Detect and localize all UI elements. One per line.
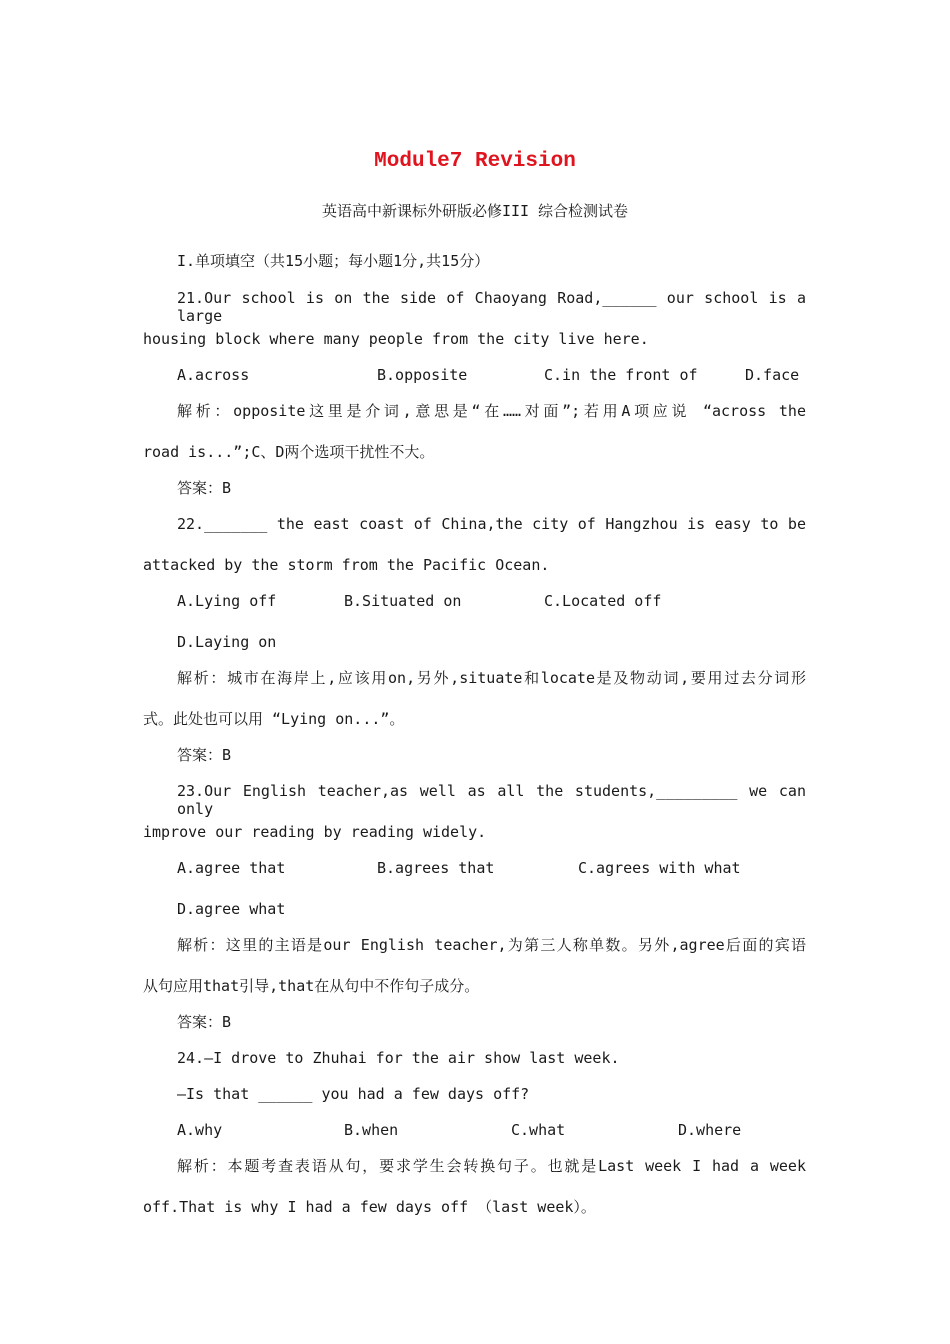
q21-stem-line1: 21.Our school is on the side of Chaoyang Road,______ our school is a large xyxy=(177,289,806,325)
q23-option-d: D.agree what xyxy=(177,900,286,918)
q21-answer: 答案：B xyxy=(177,479,232,497)
q22-analysis-line2: 式。此处也可以用 “Lying on...”。 xyxy=(143,710,405,728)
q22-stem-line2: attacked by the storm from the Pacific Ocean. xyxy=(143,556,550,574)
q21-option-a: A.across xyxy=(177,366,250,384)
q24-stem-line2: —Is that ______ you had a few days off? xyxy=(177,1085,530,1103)
q24-option-a: A.why xyxy=(177,1121,223,1139)
q22-analysis-line1: 解析：城市在海岸上,应该用on,另外,situate和locate是及物动词,要用过去分词形 xyxy=(177,669,806,687)
q22-answer: 答案：B xyxy=(177,746,232,764)
q24-stem-line1: 24.—I drove to Zhuhai for the air show last week. xyxy=(177,1049,620,1067)
q23-option-c: C.agrees with what xyxy=(578,859,741,877)
q22-option-d: D.Laying on xyxy=(177,633,277,651)
q23-answer: 答案：B xyxy=(177,1013,232,1031)
q23-analysis-line2: 从句应用that引导,that在从句中不作句子成分。 xyxy=(143,977,480,995)
q23-analysis-line1: 解析：这里的主语是our English teacher,为第三人称单数。另外,agree后面的宾语 xyxy=(177,936,806,954)
q21-analysis-line1: 解析：opposite这里是介词,意思是“在……对面”;若用A项应说 “across the xyxy=(177,402,806,420)
q21-option-d: D.face xyxy=(745,366,800,384)
q24-analysis-line2: off.That is why I had a few days off （last week）。 xyxy=(143,1198,596,1216)
q23-stem-line2: improve our reading by reading widely. xyxy=(143,823,487,841)
q22-option-c: C.Located off xyxy=(544,592,662,610)
q24-analysis-line1: 解析：本题考查表语从句，要求学生会转换句子。也就是Last week I had a week xyxy=(177,1157,806,1175)
q24-option-c: C.what xyxy=(511,1121,566,1139)
q24-option-d: D.where xyxy=(678,1121,742,1139)
document-subtitle: 英语高中新课标外研版必修III 综合检测试卷 xyxy=(321,202,629,220)
q23-stem-line1: 23.Our English teacher,as well as all the students,_________ we can only xyxy=(177,782,806,818)
q23-option-b: B.agrees that xyxy=(377,859,495,877)
q23-option-a: A.agree that xyxy=(177,859,286,877)
q21-analysis-line2: road is...”;C、D两个选项干扰性不大。 xyxy=(143,443,435,461)
q22-option-b: B.Situated on xyxy=(344,592,462,610)
q21-stem-line2: housing block where many people from the city live here. xyxy=(143,330,649,348)
q22-option-a: A.Lying off xyxy=(177,592,277,610)
section-header: I.单项填空（共15小题；每小题1分,共15分） xyxy=(177,252,490,270)
q21-option-b: B.opposite xyxy=(377,366,468,384)
document-title: Module7 Revision xyxy=(374,150,576,173)
q24-option-b: B.when xyxy=(344,1121,399,1139)
q21-option-c: C.in the front of xyxy=(544,366,698,384)
q22-stem-line1: 22._______ the east coast of China,the city of Hangzhou is easy to be xyxy=(177,515,806,533)
